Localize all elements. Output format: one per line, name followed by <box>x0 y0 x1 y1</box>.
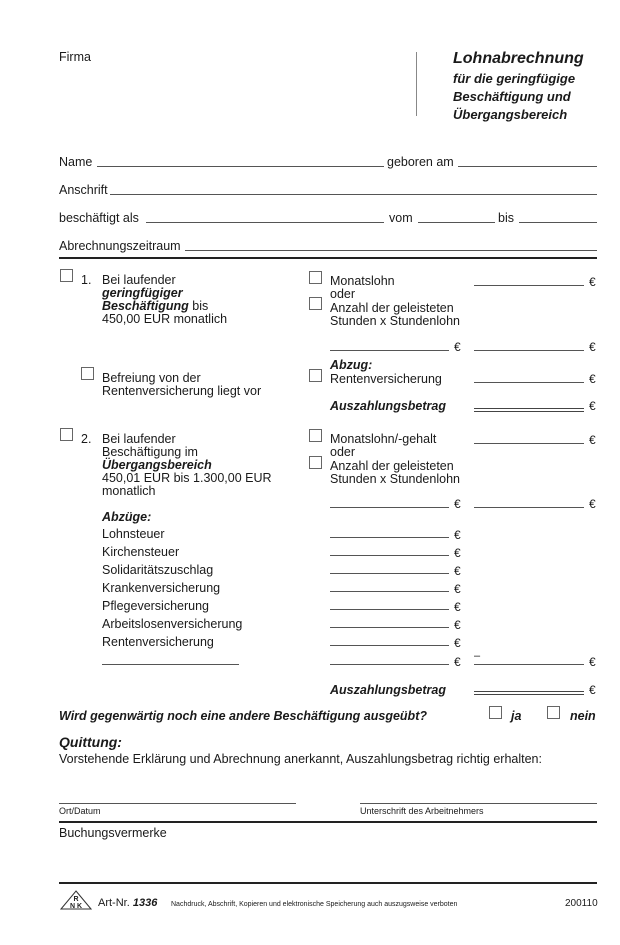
other-employment-question: Wird gegenwärtig noch eine andere Beschäftigung ausgeübt? <box>59 709 427 723</box>
s1-pension-field[interactable] <box>474 382 584 383</box>
currency-symbol: € <box>589 340 596 354</box>
s1-hours-label-2: Stunden x Stundenlohn <box>330 314 460 328</box>
born-label: geboren am <box>387 155 454 169</box>
exemption-text-2: Rentenversicherung liegt vor <box>102 384 262 398</box>
deduction-field[interactable] <box>330 555 449 556</box>
section1-text-2: geringfügiger <box>102 286 183 300</box>
s2-payout-field[interactable] <box>474 691 584 695</box>
currency-symbol: € <box>454 582 461 596</box>
currency-symbol: € <box>454 655 461 669</box>
copyright-notice: Nachdruck, Abschrift, Kopieren und elektronische Speicherung auch auszugsweise verboten <box>171 901 458 908</box>
to-label: bis <box>498 211 514 225</box>
s2-payout-label: Auszahlungsbetrag <box>330 683 446 697</box>
receipt-text: Vorstehende Erklärung und Abrechnung anerkannt, Auszahlungsbetrag richtig erhalten: <box>59 752 542 766</box>
deduction-field[interactable] <box>330 537 449 538</box>
section1-text-4: 450,00 EUR monatlich <box>102 312 228 326</box>
section2-text-4: 450,01 EUR bis 1.300,00 EUR <box>102 471 272 485</box>
section2-text-5: monatlich <box>102 484 156 498</box>
section2-text-3: Übergangsbereich <box>102 458 212 472</box>
birthdate-field[interactable] <box>458 166 597 167</box>
signature-field[interactable] <box>360 803 597 804</box>
s1-pension-label: Rentenversicherung <box>330 372 442 386</box>
s1-gross-field[interactable] <box>474 350 584 351</box>
currency-symbol: € <box>454 497 461 511</box>
booking-notes-label: Buchungsvermerke <box>59 826 167 840</box>
s1-or-label: oder <box>330 287 356 301</box>
receipt-heading: Quittung: <box>59 734 122 750</box>
place-date-field[interactable] <box>59 803 296 804</box>
rnk-logo <box>60 890 92 910</box>
s2-gross-field[interactable] <box>474 507 584 508</box>
rnk-logo-triangle <box>60 890 92 910</box>
s1-payout-field[interactable] <box>474 408 584 412</box>
deduction-label: Arbeitslosenversicherung <box>102 617 243 631</box>
s2-hours-checkbox[interactable] <box>309 456 322 469</box>
svg-text:R: R <box>73 896 79 903</box>
section1-number: 1. <box>81 273 92 287</box>
s1-payout-label: Auszahlungsbetrag <box>330 399 446 413</box>
s2-monthly-wage-checkbox[interactable] <box>309 429 322 442</box>
art-nr-value: 1336 <box>132 897 158 909</box>
form-subtitle-3: Übergangsbereich <box>453 107 568 122</box>
other-employment-no-checkbox[interactable] <box>547 706 560 719</box>
deduction-label: Krankenversicherung <box>102 581 221 595</box>
other-employment-yes-checkbox[interactable] <box>489 706 502 719</box>
s2-hours-label-1: Anzahl der geleisteten <box>330 459 454 473</box>
s1-monthly-wage-label: Monatslohn <box>330 274 395 288</box>
form-subtitle-1: für die geringfügige <box>453 71 576 86</box>
section2-text-1: Bei laufender <box>102 432 176 446</box>
currency-symbol: € <box>454 546 461 560</box>
header-divider <box>416 52 417 116</box>
address-field[interactable] <box>110 194 597 195</box>
company-label: Firma <box>59 50 91 64</box>
address-label: Anschrift <box>59 183 108 197</box>
name-field[interactable] <box>97 166 384 167</box>
deduction-label: Kirchensteuer <box>102 545 180 559</box>
deduction-label: Rentenversicherung <box>102 635 214 649</box>
s2-deductions-heading: Abzüge: <box>102 510 152 524</box>
s2-monthly-wage-label: Monatslohn/-gehalt <box>330 432 437 446</box>
currency-symbol: € <box>454 340 461 354</box>
currency-symbol: € <box>454 618 461 632</box>
from-date-field[interactable] <box>418 222 495 223</box>
currency-symbol: € <box>589 372 596 386</box>
custom-deduction-label-field[interactable] <box>102 664 239 665</box>
s1-pension-checkbox[interactable] <box>309 369 322 382</box>
employed-as-field[interactable] <box>146 222 384 223</box>
deduction-field[interactable] <box>330 645 449 646</box>
name-label: Name <box>59 155 93 169</box>
deduction-label: Pflegeversicherung <box>102 599 210 613</box>
other-employment-yes-label: ja <box>511 709 522 723</box>
place-date-label: Ort/Datum <box>59 806 101 816</box>
s1-hours-amount-field[interactable] <box>330 350 449 351</box>
period-label: Abrechnungszeitraum <box>59 239 181 253</box>
section1-text-3 <box>102 300 208 313</box>
signature-label: Unterschrift des Arbeitnehmers <box>360 806 484 816</box>
custom-deduction-field[interactable] <box>330 664 449 665</box>
art-nr <box>98 898 157 909</box>
svg-text:N K: N K <box>69 903 83 910</box>
section1-text-1: Bei laufender <box>102 273 176 287</box>
exemption-checkbox[interactable] <box>81 367 94 380</box>
footer-divider <box>59 882 597 884</box>
deduction-label: Solidaritätszuschlag <box>102 563 214 577</box>
to-date-field[interactable] <box>519 222 597 223</box>
receipt-divider <box>59 821 597 823</box>
form-code: 200110 <box>565 898 598 909</box>
exemption-text-1: Befreiung von der <box>102 371 201 385</box>
art-nr-label: Art-Nr. <box>98 897 130 909</box>
s2-or-label: oder <box>330 445 356 459</box>
currency-symbol: € <box>589 275 596 289</box>
period-field[interactable] <box>185 250 597 251</box>
section-divider <box>59 257 597 259</box>
s2-hours-label-2: Stunden x Stundenlohn <box>330 472 460 486</box>
s1-hours-label-1: Anzahl der geleisteten <box>330 301 454 315</box>
currency-symbol: € <box>589 683 596 697</box>
section1-text-3-rest: bis <box>188 299 209 313</box>
deduction-field[interactable] <box>330 573 449 574</box>
currency-symbol: € <box>454 636 461 650</box>
section1-text-3-bold: Beschäftigung <box>102 299 189 313</box>
section2-text-2: Beschäftigung im <box>102 445 198 459</box>
currency-symbol: € <box>454 600 461 614</box>
section2-number: 2. <box>81 432 92 446</box>
currency-symbol: € <box>454 528 461 542</box>
minus-sign: – <box>474 650 481 662</box>
s1-deduction-heading: Abzug: <box>330 358 373 372</box>
s1-monthly-wage-field[interactable] <box>474 285 584 286</box>
s1-monthly-wage-checkbox[interactable] <box>309 271 322 284</box>
other-employment-no-label: nein <box>570 709 596 723</box>
from-label: vom <box>389 211 413 225</box>
deduction-field[interactable] <box>330 609 449 610</box>
deduction-field[interactable] <box>330 591 449 592</box>
section2-checkbox[interactable] <box>60 428 73 441</box>
s2-hours-amount-field[interactable] <box>330 507 449 508</box>
section1-checkbox[interactable] <box>60 269 73 282</box>
currency-symbol: € <box>589 497 596 511</box>
form-subtitle-2: Beschäftigung und <box>453 89 571 104</box>
deduction-field[interactable] <box>330 627 449 628</box>
currency-symbol: € <box>589 433 596 447</box>
form-title: Lohnabrechnung <box>453 50 584 67</box>
s1-hours-checkbox[interactable] <box>309 297 322 310</box>
currency-symbol: € <box>589 655 596 669</box>
deduction-label: Lohnsteuer <box>102 527 165 541</box>
s2-total-deductions-field[interactable] <box>474 664 584 665</box>
s2-monthly-wage-field[interactable] <box>474 443 584 444</box>
currency-symbol: € <box>454 564 461 578</box>
employed-as-label: beschäftigt als <box>59 211 139 225</box>
currency-symbol: € <box>589 399 596 413</box>
